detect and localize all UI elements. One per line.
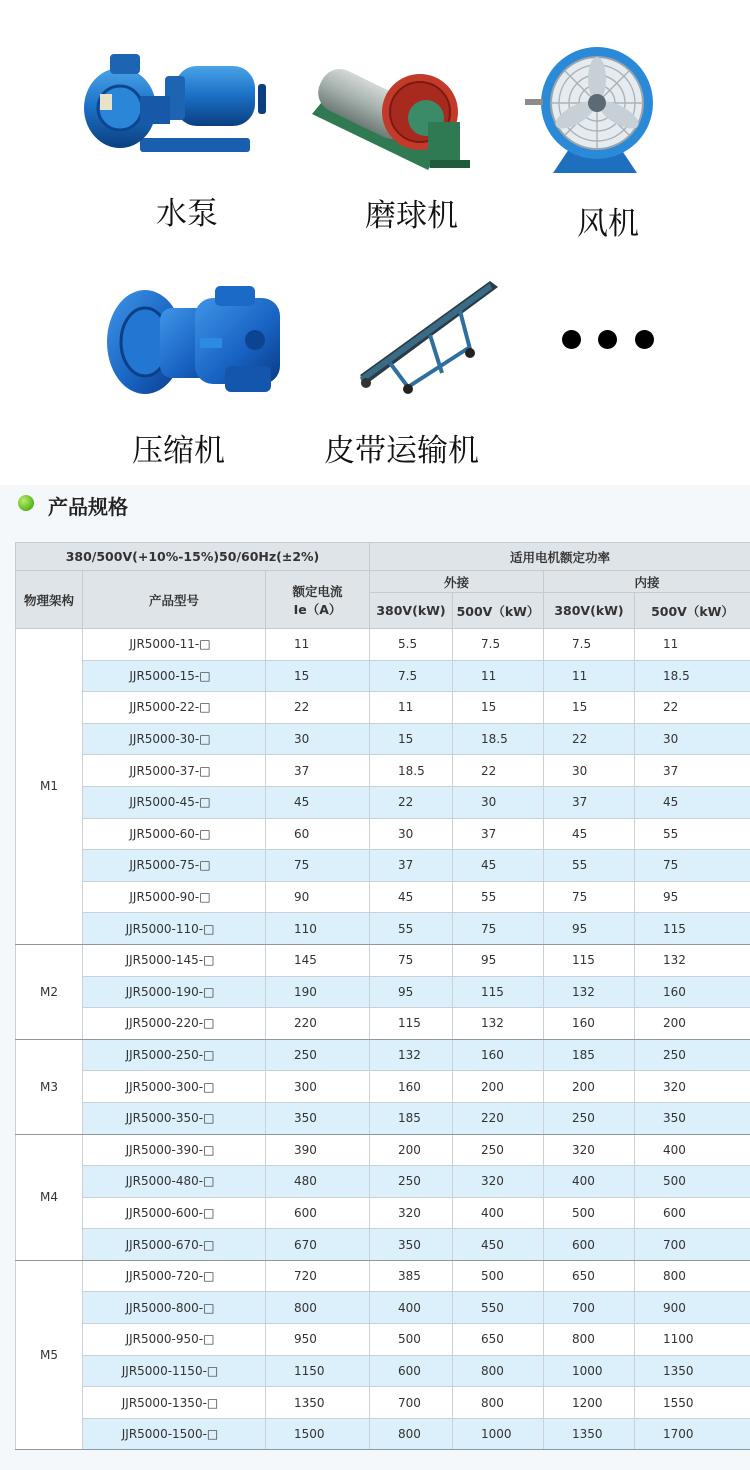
int-380v-cell: 250	[544, 1102, 635, 1134]
int-500v-cell: 250	[635, 1039, 750, 1071]
ext-500v-cell: 1000	[453, 1418, 544, 1450]
ext-380v-cell: 160	[370, 1071, 453, 1103]
ext-380v-cell: 55	[370, 913, 453, 945]
current-cell: 30	[266, 723, 370, 755]
model-cell: JJR5000-1150-□	[83, 1355, 266, 1387]
int-380v-cell: 320	[544, 1134, 635, 1166]
model-cell: JJR5000-600-□	[83, 1197, 266, 1229]
ext-380v-cell: 700	[370, 1387, 453, 1419]
int-500v-cell: 95	[635, 881, 750, 913]
int-500v-cell: 75	[635, 850, 750, 882]
ext-500v-cell: 7.5	[453, 629, 544, 661]
table-row	[16, 1197, 750, 1229]
current-cell: 11	[266, 629, 370, 661]
int-500v-cell: 350	[635, 1102, 750, 1134]
int-500v-cell: 160	[635, 976, 750, 1008]
ext-380v-cell: 600	[370, 1355, 453, 1387]
model-cell: JJR5000-37-□	[83, 755, 266, 787]
ext-380v-header: 380V(kW)	[370, 593, 453, 629]
ext-380v-cell: 185	[370, 1102, 453, 1134]
model-cell: JJR5000-250-□	[83, 1039, 266, 1071]
ext-380v-cell: 75	[370, 944, 453, 976]
int-380v-cell: 95	[544, 913, 635, 945]
int-380v-cell: 1000	[544, 1355, 635, 1387]
ext-500v-cell: 200	[453, 1071, 544, 1103]
app-label: 水泵	[156, 196, 218, 232]
table-row	[16, 1355, 750, 1387]
int-500v-cell: 132	[635, 944, 750, 976]
ext-380v-cell: 800	[370, 1418, 453, 1450]
current-cell: 1500	[266, 1418, 370, 1450]
int-380v-cell: 800	[544, 1324, 635, 1356]
table-row	[16, 1260, 750, 1292]
current-cell: 800	[266, 1292, 370, 1324]
table-row	[16, 755, 750, 787]
ext-380v-cell: 320	[370, 1197, 453, 1229]
int-500v-cell: 600	[635, 1197, 750, 1229]
current-column-header	[266, 571, 370, 629]
ext-500v-cell: 30	[453, 786, 544, 818]
ext-500v-cell: 15	[453, 692, 544, 724]
table-row	[16, 881, 750, 913]
ext-380v-cell: 400	[370, 1292, 453, 1324]
current-header-line1: 额定电流	[292, 583, 343, 599]
current-cell: 350	[266, 1102, 370, 1134]
internal-header: 内接	[544, 571, 750, 593]
ext-380v-cell: 11	[370, 692, 453, 724]
ext-380v-cell: 18.5	[370, 755, 453, 787]
current-cell: 15	[266, 660, 370, 692]
current-cell: 670	[266, 1229, 370, 1261]
int-380v-cell: 1350	[544, 1418, 635, 1450]
ext-500v-cell: 800	[453, 1355, 544, 1387]
model-cell: JJR5000-45-□	[83, 786, 266, 818]
ext-380v-cell: 132	[370, 1039, 453, 1071]
int-500v-cell: 700	[635, 1229, 750, 1261]
int-380v-cell: 37	[544, 786, 635, 818]
model-cell: JJR5000-110-□	[83, 913, 266, 945]
app-label: 皮带运输机	[324, 433, 479, 469]
app-ball-mill	[305, 40, 475, 240]
int-500v-cell: 320	[635, 1071, 750, 1103]
model-cell: JJR5000-350-□	[83, 1102, 266, 1134]
table-row	[16, 850, 750, 882]
int-500v-header: 500V（kW）	[635, 593, 750, 629]
spec-table-body	[16, 629, 750, 1450]
model-cell: JJR5000-11-□	[83, 629, 266, 661]
spec-table	[15, 542, 750, 1450]
ext-500v-cell: 18.5	[453, 723, 544, 755]
current-cell: 110	[266, 913, 370, 945]
table-row	[16, 629, 750, 661]
current-cell: 45	[266, 786, 370, 818]
int-500v-cell: 1350	[635, 1355, 750, 1387]
product-spec-section	[0, 485, 750, 1470]
model-cell: JJR5000-22-□	[83, 692, 266, 724]
ext-380v-cell: 15	[370, 723, 453, 755]
app-fan	[520, 30, 670, 240]
ext-500v-cell: 132	[453, 1008, 544, 1040]
app-belt-conveyor	[320, 270, 510, 475]
table-row	[16, 1071, 750, 1103]
table-row	[16, 692, 750, 724]
supply-voltage-header: 380/500V(+10%-15%)50/60Hz(±2%)	[16, 543, 370, 571]
ext-500v-cell: 250	[453, 1134, 544, 1166]
int-500v-cell: 1700	[635, 1418, 750, 1450]
model-cell: JJR5000-1500-□	[83, 1418, 266, 1450]
spec-title: 产品规格	[48, 495, 128, 519]
fan-icon	[525, 35, 665, 180]
model-cell: JJR5000-720-□	[83, 1260, 266, 1292]
int-500v-cell: 11	[635, 629, 750, 661]
int-380v-cell: 45	[544, 818, 635, 850]
ext-500v-cell: 45	[453, 850, 544, 882]
table-row	[16, 1418, 750, 1450]
ext-380v-cell: 250	[370, 1166, 453, 1198]
ext-380v-cell: 7.5	[370, 660, 453, 692]
app-water-pump	[70, 40, 270, 240]
ext-380v-cell: 200	[370, 1134, 453, 1166]
app-label: 风机	[577, 206, 639, 242]
model-cell: JJR5000-300-□	[83, 1071, 266, 1103]
model-cell: JJR5000-800-□	[83, 1292, 266, 1324]
table-row	[16, 1039, 750, 1071]
int-500v-cell: 30	[635, 723, 750, 755]
current-cell: 720	[266, 1260, 370, 1292]
table-row	[16, 1008, 750, 1040]
model-cell: JJR5000-90-□	[83, 881, 266, 913]
app-compressor	[100, 275, 300, 475]
int-380v-cell: 132	[544, 976, 635, 1008]
table-row	[16, 1292, 750, 1324]
ext-500v-header: 500V（kW）	[453, 593, 544, 629]
int-500v-cell: 37	[635, 755, 750, 787]
int-380v-cell: 30	[544, 755, 635, 787]
ext-500v-cell: 800	[453, 1387, 544, 1419]
model-cell: JJR5000-1350-□	[83, 1387, 266, 1419]
int-380v-cell: 400	[544, 1166, 635, 1198]
ext-500v-cell: 220	[453, 1102, 544, 1134]
ext-500v-cell: 160	[453, 1039, 544, 1071]
ext-380v-cell: 37	[370, 850, 453, 882]
model-cell: JJR5000-145-□	[83, 944, 266, 976]
current-cell: 220	[266, 1008, 370, 1040]
table-row	[16, 1134, 750, 1166]
model-cell: JJR5000-30-□	[83, 723, 266, 755]
model-cell: JJR5000-670-□	[83, 1229, 266, 1261]
table-row	[16, 1102, 750, 1134]
table-row	[16, 944, 750, 976]
int-380v-header: 380V(kW)	[544, 593, 635, 629]
ext-380v-cell: 5.5	[370, 629, 453, 661]
int-380v-cell: 115	[544, 944, 635, 976]
int-500v-cell: 500	[635, 1166, 750, 1198]
table-row	[16, 818, 750, 850]
model-cell: JJR5000-190-□	[83, 976, 266, 1008]
int-380v-cell: 15	[544, 692, 635, 724]
current-cell: 390	[266, 1134, 370, 1166]
model-cell: JJR5000-75-□	[83, 850, 266, 882]
ext-500v-cell: 55	[453, 881, 544, 913]
current-cell: 90	[266, 881, 370, 913]
table-row	[16, 913, 750, 945]
int-500v-cell: 200	[635, 1008, 750, 1040]
external-header: 外接	[370, 571, 544, 593]
frame-cell: M3	[16, 1039, 83, 1134]
int-380v-cell: 11	[544, 660, 635, 692]
current-cell: 60	[266, 818, 370, 850]
table-row	[16, 1166, 750, 1198]
int-500v-cell: 900	[635, 1292, 750, 1324]
current-cell: 600	[266, 1197, 370, 1229]
ext-500v-cell: 550	[453, 1292, 544, 1324]
int-380v-cell: 7.5	[544, 629, 635, 661]
int-500v-cell: 1550	[635, 1387, 750, 1419]
current-cell: 22	[266, 692, 370, 724]
green-bullet-icon	[18, 495, 34, 511]
ext-380v-cell: 115	[370, 1008, 453, 1040]
ext-380v-cell: 95	[370, 976, 453, 1008]
frame-cell: M2	[16, 944, 83, 1039]
int-380v-cell: 650	[544, 1260, 635, 1292]
table-row	[16, 786, 750, 818]
int-380v-cell: 1200	[544, 1387, 635, 1419]
more-dots-icon	[560, 330, 660, 354]
current-cell: 190	[266, 976, 370, 1008]
int-500v-cell: 18.5	[635, 660, 750, 692]
current-cell: 1150	[266, 1355, 370, 1387]
ext-500v-cell: 500	[453, 1260, 544, 1292]
table-row	[16, 1229, 750, 1261]
frame-cell: M4	[16, 1134, 83, 1260]
ext-380v-cell: 30	[370, 818, 453, 850]
int-380v-cell: 160	[544, 1008, 635, 1040]
model-cell: JJR5000-60-□	[83, 818, 266, 850]
int-380v-cell: 22	[544, 723, 635, 755]
int-380v-cell: 55	[544, 850, 635, 882]
current-header-line2: Ie（A）	[293, 601, 342, 617]
frame-cell: M1	[16, 629, 83, 945]
int-380v-cell: 200	[544, 1071, 635, 1103]
model-cell: JJR5000-480-□	[83, 1166, 266, 1198]
int-380v-cell: 500	[544, 1197, 635, 1229]
int-500v-cell: 1100	[635, 1324, 750, 1356]
int-380v-cell: 600	[544, 1229, 635, 1261]
table-row	[16, 976, 750, 1008]
ext-500v-cell: 650	[453, 1324, 544, 1356]
current-cell: 145	[266, 944, 370, 976]
compressor-icon	[105, 280, 290, 410]
model-cell: JJR5000-950-□	[83, 1324, 266, 1356]
ext-500v-cell: 75	[453, 913, 544, 945]
ext-500v-cell: 95	[453, 944, 544, 976]
ext-500v-cell: 37	[453, 818, 544, 850]
current-cell: 75	[266, 850, 370, 882]
int-380v-cell: 75	[544, 881, 635, 913]
model-column-header: 产品型号	[83, 571, 266, 629]
ext-500v-cell: 11	[453, 660, 544, 692]
model-cell: JJR5000-15-□	[83, 660, 266, 692]
ext-380v-cell: 350	[370, 1229, 453, 1261]
int-500v-cell: 115	[635, 913, 750, 945]
model-cell: JJR5000-390-□	[83, 1134, 266, 1166]
frame-cell: M5	[16, 1260, 83, 1450]
current-cell: 480	[266, 1166, 370, 1198]
int-500v-cell: 400	[635, 1134, 750, 1166]
int-380v-cell: 185	[544, 1039, 635, 1071]
table-row	[16, 660, 750, 692]
app-label: 压缩机	[132, 433, 225, 469]
int-500v-cell: 800	[635, 1260, 750, 1292]
current-cell: 1350	[266, 1387, 370, 1419]
int-500v-cell: 55	[635, 818, 750, 850]
table-row	[16, 1324, 750, 1356]
frame-column-header: 物理架构	[16, 571, 83, 629]
ball-mill-icon	[310, 52, 475, 182]
ext-500v-cell: 22	[453, 755, 544, 787]
int-500v-cell: 45	[635, 786, 750, 818]
current-cell: 37	[266, 755, 370, 787]
ext-380v-cell: 500	[370, 1324, 453, 1356]
ext-380v-cell: 385	[370, 1260, 453, 1292]
ext-500v-cell: 320	[453, 1166, 544, 1198]
model-cell: JJR5000-220-□	[83, 1008, 266, 1040]
ext-500v-cell: 400	[453, 1197, 544, 1229]
ext-500v-cell: 115	[453, 976, 544, 1008]
motor-power-header: 适用电机额定功率	[370, 543, 750, 571]
table-row	[16, 1387, 750, 1419]
int-380v-cell: 700	[544, 1292, 635, 1324]
current-cell: 300	[266, 1071, 370, 1103]
water-pump-icon	[80, 46, 270, 171]
ext-500v-cell: 450	[453, 1229, 544, 1261]
int-500v-cell: 22	[635, 692, 750, 724]
ext-380v-cell: 45	[370, 881, 453, 913]
current-cell: 950	[266, 1324, 370, 1356]
application-gallery	[0, 0, 750, 480]
ext-380v-cell: 22	[370, 786, 453, 818]
app-label: 磨球机	[365, 198, 458, 234]
current-cell: 250	[266, 1039, 370, 1071]
table-row	[16, 723, 750, 755]
belt-conveyor-icon	[350, 275, 500, 400]
